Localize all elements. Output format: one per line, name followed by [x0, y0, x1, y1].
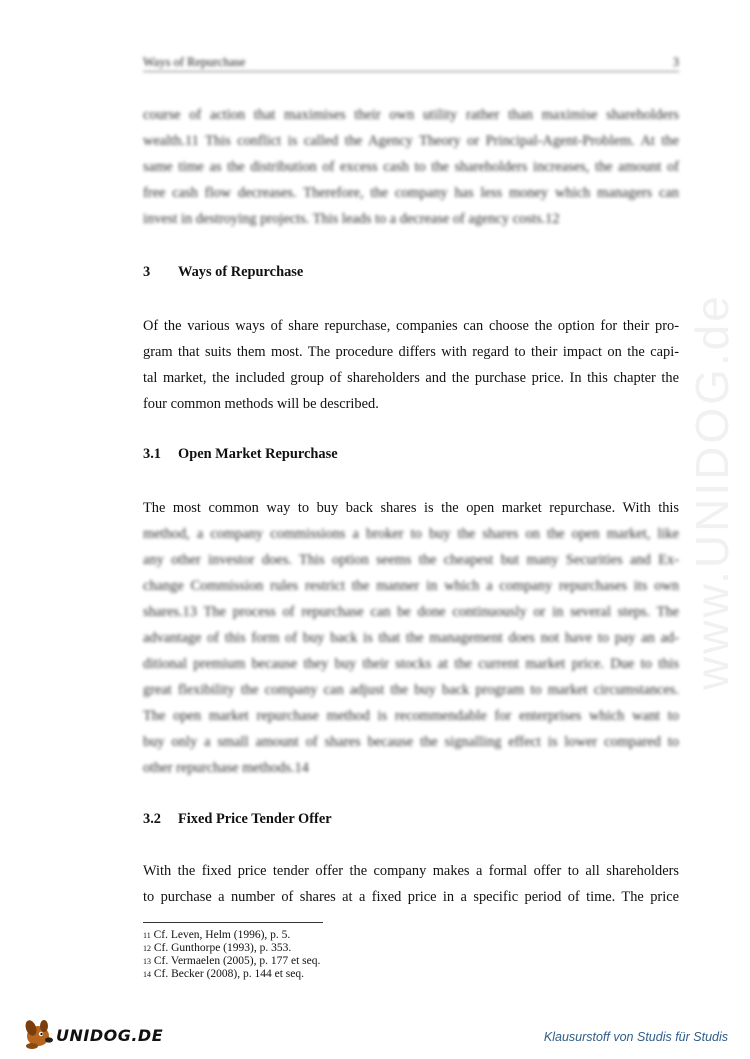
running-header — [143, 55, 679, 72]
section-heading-3-2 — [143, 811, 332, 828]
footnote: $^{14}$ Cf. Becker (2008), p. 144 et seq. — [143, 968, 304, 980]
paragraph-line: great flexibility the company can adjust the buy back program to market circumstances. — [143, 682, 679, 698]
logo-text: UNIDOG.DE — [56, 1026, 164, 1045]
section-heading-3 — [143, 264, 303, 281]
section-3-2-paragraph — [143, 858, 679, 910]
paragraph-line: free cash flow decreases. Therefore, the company has less money which managers can — [143, 185, 679, 201]
paragraph-line: method, a company commissions a broker to buy the shares on the open market, like — [143, 526, 679, 542]
paragraph-line: invest in destroying projects. This leads to a decrease of agency costs.12 — [143, 211, 560, 227]
paragraph-line: With the fixed price tender offer the company makes a formal offer to all shareholders — [143, 863, 679, 879]
section-heading-3-1 — [143, 446, 338, 463]
paragraph-line: change Commission rules restrict the manner in which a company repurchases its own — [143, 578, 679, 594]
paragraph-line: other repurchase methods.14 — [143, 760, 309, 776]
footnote: $^{13}$ Cf. Vermaelen (2005), p. 177 et seq. — [143, 955, 321, 967]
paragraph-line: gram that suits them most. The procedure differs with regard to their impact on the capi- — [143, 344, 679, 360]
footnote: $^{12}$ Cf. Gunthorpe (1993), p. 353. — [143, 942, 292, 954]
paragraph-line: to purchase a number of shares at a fixed price in a specific period of time. The price — [143, 889, 679, 905]
section-number: 3.2 — [143, 811, 161, 827]
section-title: Fixed Price Tender Offer — [178, 811, 332, 827]
intro-paragraph — [143, 102, 679, 232]
page-number: 3 — [672, 55, 679, 69]
paragraph-line: four common methods will be described. — [143, 396, 379, 412]
tagline: Klausurstoff von Studis für Studis — [543, 1030, 728, 1044]
paragraph-line: same time as the distribution of excess cash to the shareholders increases, the amount of — [143, 159, 679, 175]
paragraph-line: wealth.11 This conflict is called the Agency Theory or Principal-Agent-Problem. At the — [143, 133, 679, 149]
paragraph-line: Of the various ways of share repurchase, companies can choose the option for their pro- — [143, 318, 679, 334]
section-title: Open Market Repurchase — [178, 446, 338, 462]
footnote-divider — [143, 922, 323, 923]
paragraph-line: buy only a small amount of shares because the signalling effect is lower compared to — [143, 734, 679, 750]
section-number: 3 — [143, 264, 151, 280]
paragraph-line: ditional premium because they buy their stocks at the current market price. Due to this — [143, 656, 679, 672]
blurred-text-block — [143, 521, 679, 781]
paragraph-line: shares.13 The process of repurchase can be done continuously or in several steps. The — [143, 604, 679, 620]
watermark: www.UNIDOG.de — [686, 293, 738, 690]
paragraph-line: course of action that maximises their own utility rather than maximise shareholders — [143, 107, 679, 123]
paragraph-line: The open market repurchase method is recommendable for enterprises which want to — [143, 708, 679, 724]
footnote: $^{11}$ Cf. Leven, Helm (1996), p. 5. — [143, 929, 291, 941]
section-3-1-paragraph — [143, 495, 679, 781]
paragraph-line: advantage of this form of buy back is that the management does not have to pay an ad- — [143, 630, 679, 646]
paragraph-line: tal market, the included group of shareholders and the purchase price. In this chapter the — [143, 370, 679, 386]
header-title: Ways of Repurchase — [143, 55, 246, 69]
paragraph-line: any other investor does. This option seems the cheapest but many Securities and Ex- — [143, 552, 679, 568]
section-title: Ways of Repurchase — [178, 264, 304, 280]
footnotes — [143, 929, 320, 981]
section-number: 3.1 — [143, 446, 161, 462]
unidog-logo — [22, 1012, 164, 1050]
paragraph-line: The most common way to buy back shares is the open market repurchase. With this — [143, 500, 679, 516]
section-3-paragraph — [143, 313, 679, 417]
